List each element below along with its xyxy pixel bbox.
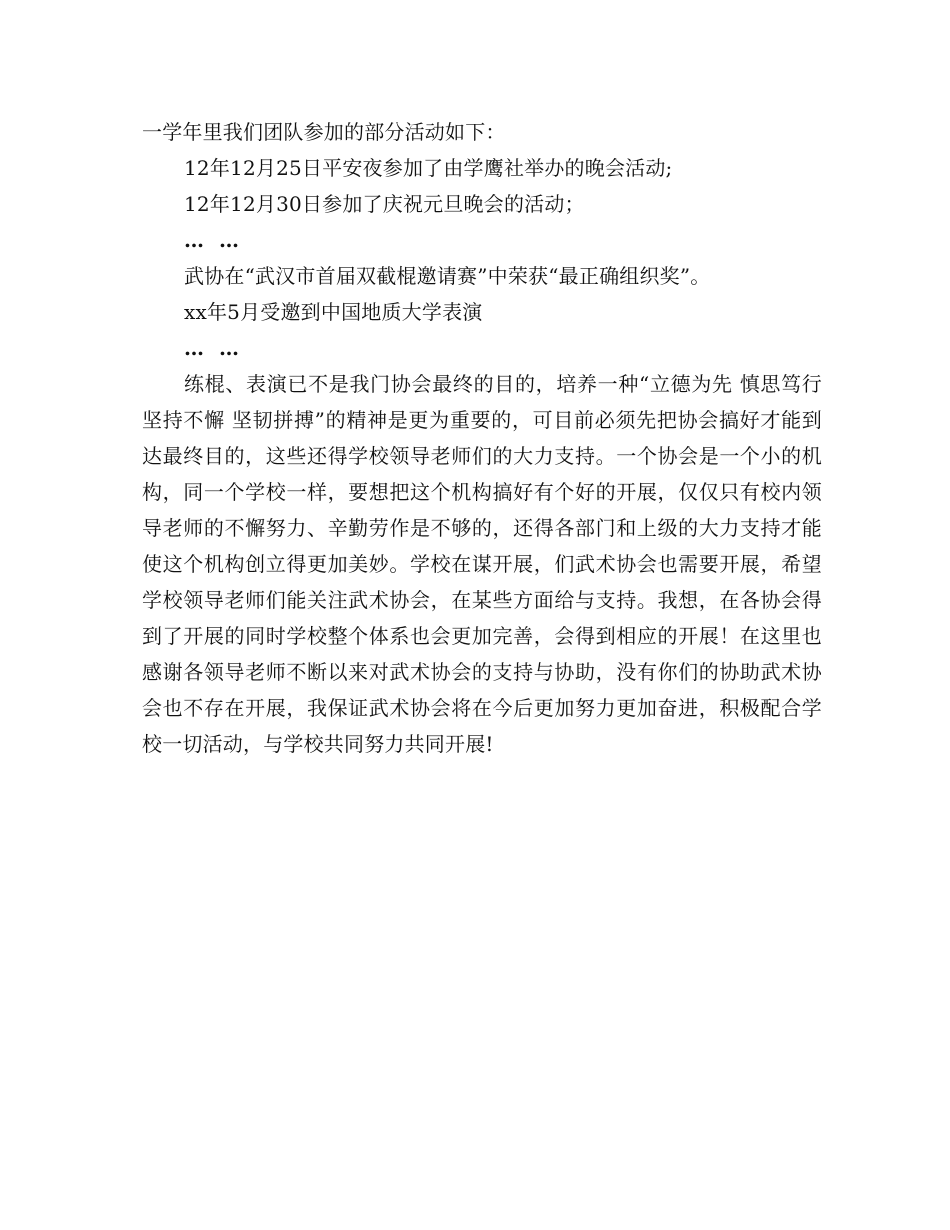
activity-item: 12年12月30日参加了庆祝元旦晚会的活动；: [184, 192, 585, 216]
ellipsis-line: … …: [184, 228, 243, 252]
document-body: [142, 114, 822, 762]
intro-line: 一学年里我们团队参加的部分活动如下：: [142, 120, 506, 144]
ellipsis-line: … …: [184, 336, 243, 360]
activity-item: 12年12月25日平安夜参加了由学鹰社举办的晚会活动;: [184, 156, 673, 180]
activity-item: 武协在“武汉市首届双截棍邀请赛”中荣获“最正确组织奖”。: [184, 264, 711, 288]
closing-paragraph: 练棍、表演已不是我门协会最终的目的，培养一种“立德为先 慎思笃行 坚持不懈 坚韧拼搏”的精神是更为重要的，可目前必须先把协会搞好才能到达最终目的，这些还得学校领导老师们的大力支持。一个协会是一个小的机构，同一个学校一样，要想把这个机构搞好有个好的开展，仅仅只有校内领导老师的不懈努力、辛勤劳作是不够的，还得各部门和上级的大力支持才能使这个机构创立得更加美妙。学校在谋开展，们武术协会也需要开展，希望学校领导老师们能关注武术协会，在某些方面给与支持。我想，在各协会得到了开展的同时学校整个体系也会更加完善，会得到相应的开展！在这里也感谢各领导老师不断以来对武术协会的支持与协助，没有你们的协助武术协会也不存在开展，我保证武术协会将在今后更加努力更加奋进，积极配合学校一切活动，与学校共同努力共同开展!: [142, 372, 822, 756]
activity-item: xx年5月受邀到中国地质大学表演: [184, 300, 483, 324]
